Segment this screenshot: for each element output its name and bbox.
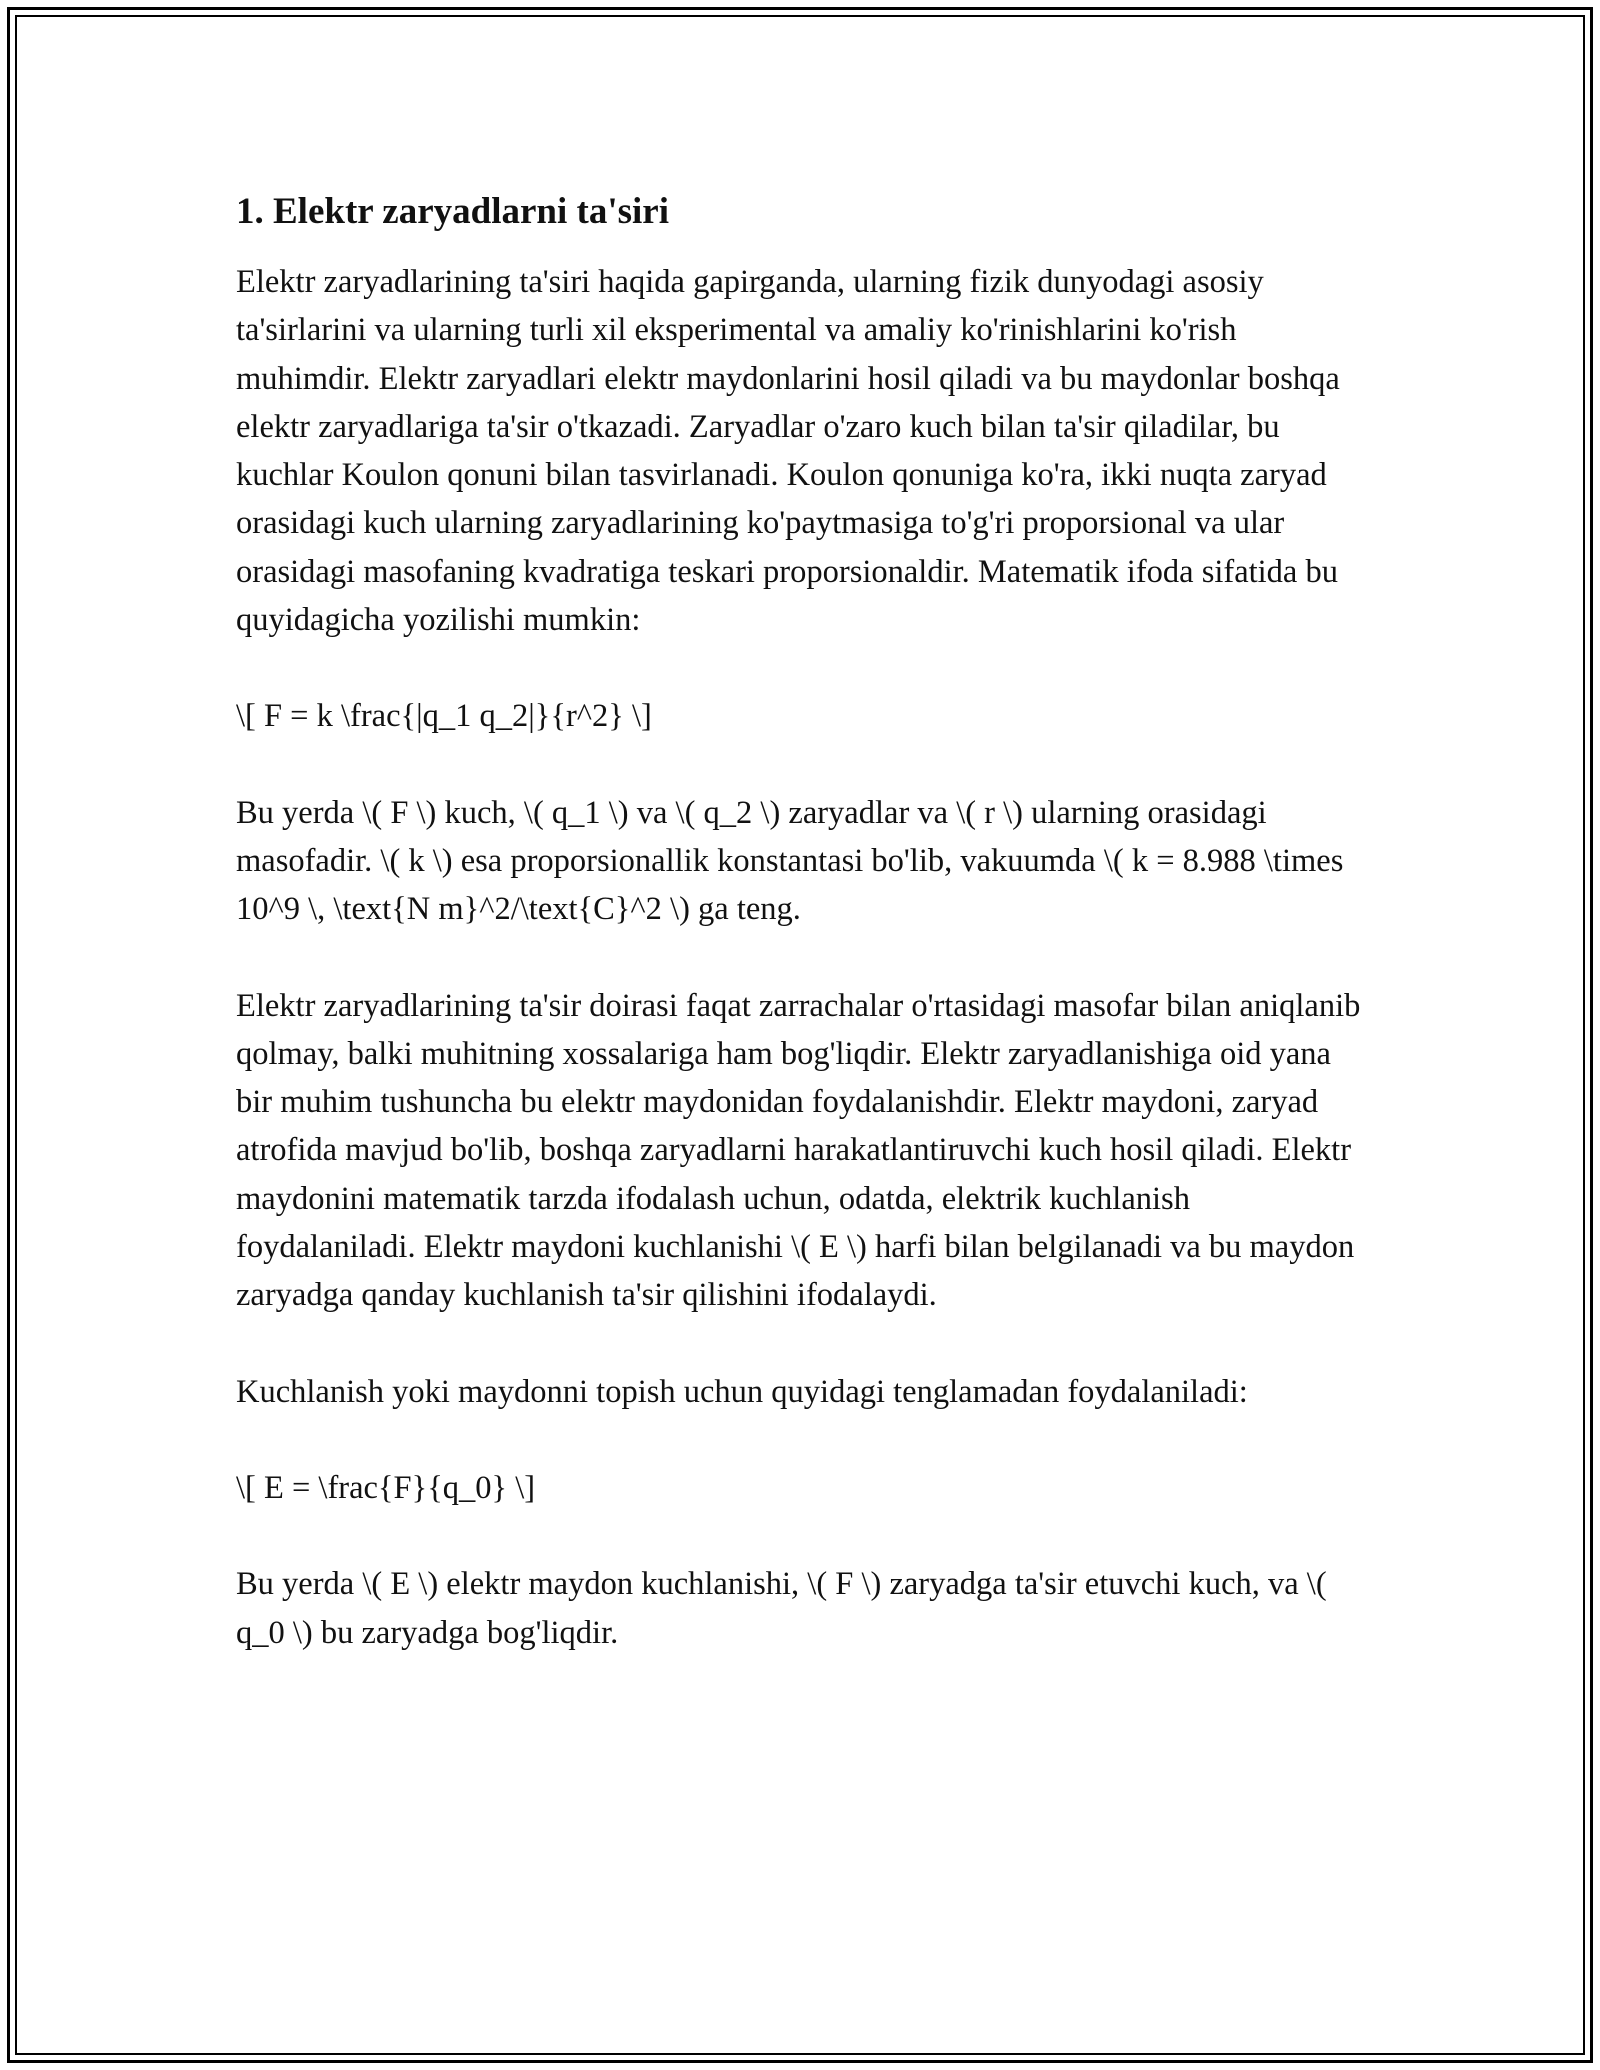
formula-coulomb: \[ F = k \frac{|q_1 q_2|}{r^2} \] [236, 698, 652, 735]
paragraph-field-equation-intro: Kuchlanish yoki maydonni topish uchun quyidagi tenglamadan foydalaniladi: [236, 1373, 1248, 1410]
paragraph-field-explanation: Bu yerda \( E \) elektr maydon kuchlanishi, \( F \) zaryadga ta'sir etuvchi kuch, va \( q_0 \) bu zaryadga bog'liqdir. [236, 1566, 1327, 1651]
paragraph-electric-field: Elektr zaryadlarining ta'sir doirasi faqat zarrachalar o'rtasidagi masofar bilan aniqlanib qolmay, balki muhitning xossalariga ham bog'liqdir. Elektr zaryadlanishiga oid yana bir muhim tushuncha bu elektr maydonidan foydalanishdir. Elektr maydoni, zaryad atrofida mavjud bo'lib, boshqa zaryadlarni harakatlantiruvchi kuch hosil qiladi. Elektr maydonini matematik tarzda ifodalash uchun, odatda, elektrik kuchlanish foydalaniladi. Elektr maydoni kuchlanishi \( E \) harfi bilan belgilanadi va bu maydon zaryadga qanday kuchlanish ta'sir qilishini ifodalaydi. [236, 987, 1361, 1314]
formula-electric-field: \[ E = \frac{F}{q_0} \] [236, 1469, 536, 1506]
document-body [236, 186, 1366, 1705]
paragraph-coulomb-explanation: Bu yerda \( F \) kuch, \( q_1 \) va \( q_2 \) zaryadlar va \( r \) ularning orasidagi masofadir. \( k \) esa proporsionallik konstantasi bo'lib, vakuumda \( k = 8.988 \times 10^9 \, \text{N m}^2/\text{C}^2 \) ga teng. [236, 794, 1344, 928]
section-heading: 1. Elektr zaryadlarni ta'siri [236, 191, 669, 232]
paragraph-coulomb-intro: Elektr zaryadlarining ta'siri haqida gapirganda, ularning fizik dunyodagi asosiy ta'sirlarini va ularning turli xil eksperimental va amaliy ko'rinishlarini ko'rish muhimdir. Elektr zaryadlari elektr maydonlarini hosil qiladi va bu maydonlar boshqa elektr zaryadlariga ta'sir o'tkazadi. Zaryadlar o'zaro kuch bilan ta'sir qiladilar, bu kuchlar Koulon qonuni bilan tasvirlanadi. Koulon qonuniga ko'ra, ikki nuqta zaryad orasidagi kuch ularning zaryadlarining ko'paytmasiga to'g'ri proporsional va ular orasidagi masofaning kvadratiga teskari proporsionaldir. Matematik ifoda sifatida bu quyidagicha yozilishi mumkin: [236, 264, 1340, 639]
